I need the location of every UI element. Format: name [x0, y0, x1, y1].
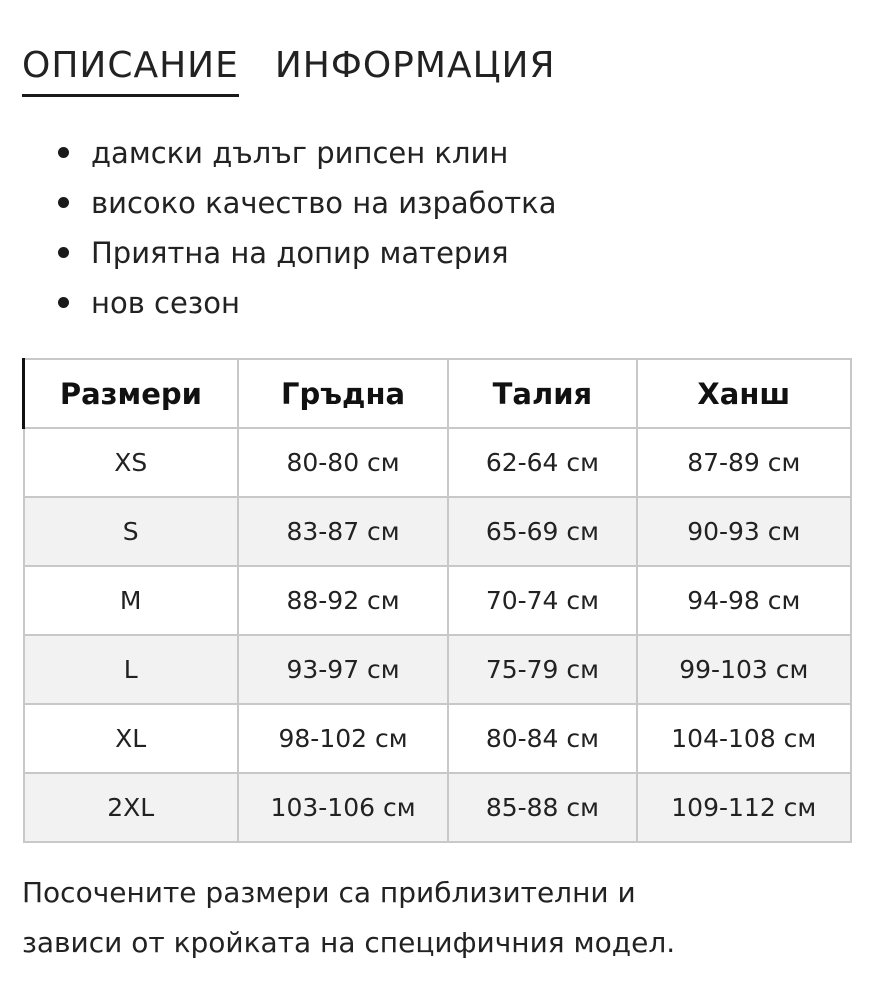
size-cell: 2XL — [24, 773, 238, 842]
table-row — [24, 773, 852, 842]
feature-item — [58, 128, 556, 178]
waist-cell: 85-88 см — [448, 773, 636, 842]
table-row — [24, 566, 852, 635]
table-row — [24, 428, 852, 497]
hips-cell: 99-103 см — [637, 635, 851, 704]
header-chest: Гръдна — [238, 359, 448, 428]
hips-cell: 90-93 см — [637, 497, 851, 566]
tab-information[interactable]: ИНФОРМАЦИЯ — [274, 45, 556, 86]
waist-cell: 62-64 см — [448, 428, 636, 497]
header-hips: Ханш — [637, 359, 851, 428]
header-sizes: Размери — [24, 359, 238, 428]
chest-cell: 103-106 см — [238, 773, 448, 842]
size-cell: XL — [24, 704, 238, 773]
feature-item — [58, 178, 556, 228]
feature-list — [58, 128, 556, 328]
product-tabs — [22, 40, 555, 97]
bullet-icon — [58, 147, 69, 158]
chest-cell: 93-97 см — [238, 635, 448, 704]
table-header-row — [24, 359, 852, 428]
size-cell: XS — [24, 428, 238, 497]
waist-cell: 65-69 см — [448, 497, 636, 566]
chest-cell: 83-87 см — [238, 497, 448, 566]
size-cell: S — [24, 497, 238, 566]
feature-item — [58, 278, 556, 328]
bullet-icon — [58, 297, 69, 308]
chest-cell: 88-92 см — [238, 566, 448, 635]
size-cell: M — [24, 566, 238, 635]
disclaimer-line-2: зависи от кройката на специфичния модел. — [22, 926, 676, 959]
disclaimer-line-1: Посочените размери са приблизителни и — [22, 876, 636, 909]
feature-text: високо качество на изработка — [91, 186, 557, 220]
size-chart-table — [22, 358, 852, 843]
tab-description[interactable]: ОПИСАНИЕ — [22, 40, 239, 97]
hips-cell: 94-98 см — [637, 566, 851, 635]
hips-cell: 87-89 см — [637, 428, 851, 497]
bullet-icon — [58, 197, 69, 208]
feature-text: Приятна на допир материя — [91, 236, 509, 270]
hips-cell: 104-108 см — [637, 704, 851, 773]
feature-text: нов сезон — [91, 286, 240, 320]
hips-cell: 109-112 см — [637, 773, 851, 842]
waist-cell: 70-74 см — [448, 566, 636, 635]
feature-text: дамски дълъг рипсен клин — [91, 136, 509, 170]
chest-cell: 80-80 см — [238, 428, 448, 497]
table-row — [24, 497, 852, 566]
feature-item — [58, 228, 556, 278]
size-disclaimer — [22, 868, 862, 968]
waist-cell: 75-79 см — [448, 635, 636, 704]
chest-cell: 98-102 см — [238, 704, 448, 773]
header-waist: Талия — [448, 359, 636, 428]
waist-cell: 80-84 см — [448, 704, 636, 773]
table-row — [24, 635, 852, 704]
bullet-icon — [58, 247, 69, 258]
size-cell: L — [24, 635, 238, 704]
table-row — [24, 704, 852, 773]
